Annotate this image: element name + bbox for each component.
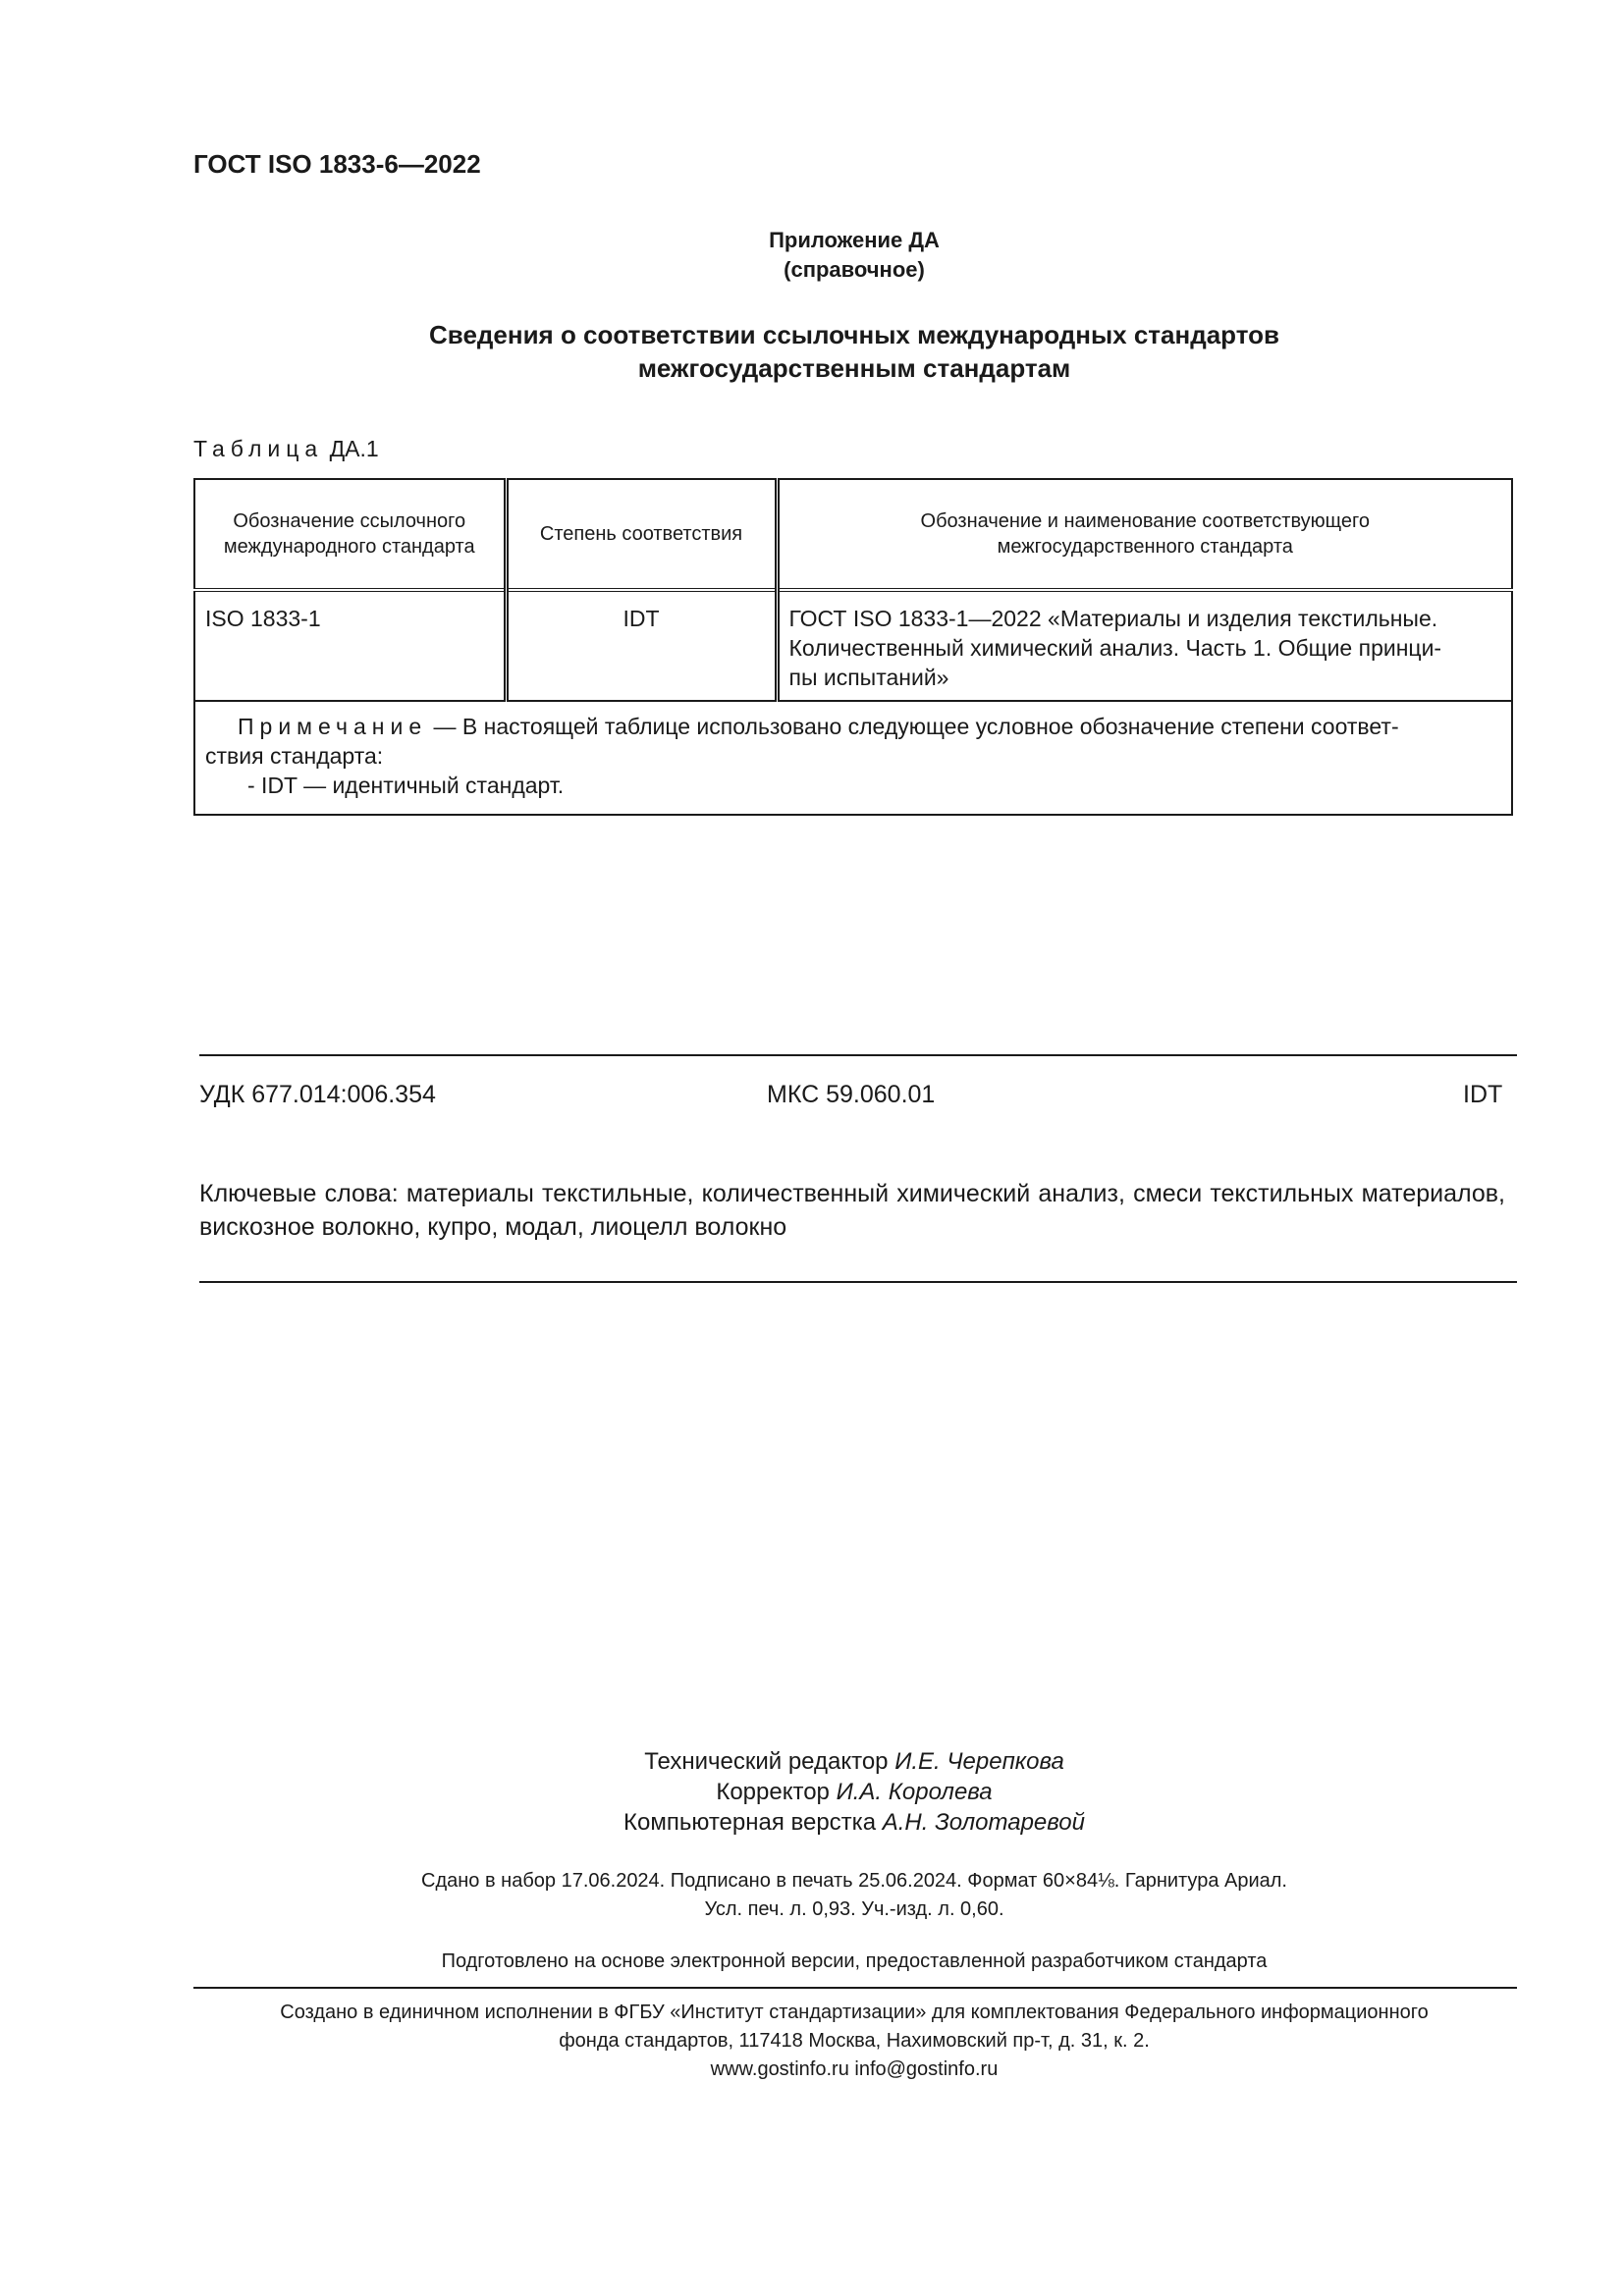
tech-editor: Технический редактор И.Е. Черепкова — [644, 1748, 1064, 1775]
note-item: - IDT — идентичный стандарт. — [247, 773, 565, 798]
degree-code: IDT — [1463, 1081, 1503, 1108]
udc-code: УДК 677.014:006.354 — [199, 1081, 436, 1108]
table-caption — [193, 436, 379, 462]
correspondence-table — [193, 478, 1513, 816]
prepared-note: Подготовлено на основе электронной версии, предоставленной разработчиком стандарта — [441, 1950, 1268, 1972]
created-line2: фонда стандартов, 117418 Москва, Нахимовский пр-т, д. 31, к. 2. — [559, 2030, 1150, 2052]
header-degree: Степень соответствия — [506, 479, 777, 590]
header-interstate-standard: Обозначение и наименование соответствующего межгосударственного стандарта — [777, 479, 1512, 590]
header-ref-standard: Обозначение ссылочного международного стандарта — [194, 479, 506, 590]
table-caption-number: ДА.1 — [329, 436, 379, 461]
note-text: — В настоящей таблице использовано следующее условное обозначение степени соответ- — [427, 714, 1399, 739]
contacts: www.gostinfo.ru info@gostinfo.ru — [710, 2058, 999, 2080]
cell-degree: IDT — [506, 590, 777, 701]
publishing-dates: Сдано в набор 17.06.2024. Подписано в печать 25.06.2024. Формат 60×84⅛. Гарнитура Ариал. — [421, 1870, 1287, 1892]
divider-top — [199, 1054, 1517, 1056]
keywords: Ключевые слова: материалы текстильные, количественный химический анализ, смеси текстильных материалов, вискозное волокно, купро, модал, лиоцелл волокно — [199, 1180, 1505, 1241]
table-note — [194, 701, 1512, 815]
table-header-row — [194, 479, 1512, 590]
publishing-volume: Усл. печ. л. 0,93. Уч.-изд. л. 0,60. — [704, 1898, 1004, 1920]
corrector: Корректор И.А. Королева — [716, 1779, 993, 1805]
note-label: Примечание — [238, 714, 428, 739]
cell-ref-standard: ISO 1833-1 — [194, 590, 506, 701]
table-row — [194, 590, 1512, 701]
layout-designer: Компьютерная верстка А.Н. Золотаревой — [623, 1809, 1085, 1836]
divider-bottom — [193, 1987, 1517, 1989]
annex-label: Приложение ДА — [769, 228, 940, 252]
table-caption-word: Таблица — [193, 436, 324, 461]
annex-kind: (справочное) — [784, 257, 925, 282]
mks-code: МКС 59.060.01 — [767, 1081, 936, 1108]
annex-title-line1: Сведения о соответствии ссылочных международных стандартов — [429, 320, 1279, 349]
divider-keywords — [199, 1281, 1517, 1283]
created-line1: Создано в единичном исполнении в ФГБУ «Институт стандартизации» для комплектования Федерального информационного — [280, 2002, 1429, 2023]
note-text-continued: ствия стандарта: — [205, 743, 384, 769]
document-code: ГОСТ ISO 1833-6—2022 — [193, 149, 481, 179]
annex-title-line2: межгосударственным стандартам — [637, 353, 1071, 383]
table-note-row — [194, 701, 1512, 815]
cell-interstate-standard: ГОСТ ISO 1833-1—2022 «Материалы и изделия текстильные. Количественный химический анализ. Часть 1. Общие принци- пы испытаний» — [777, 590, 1512, 701]
